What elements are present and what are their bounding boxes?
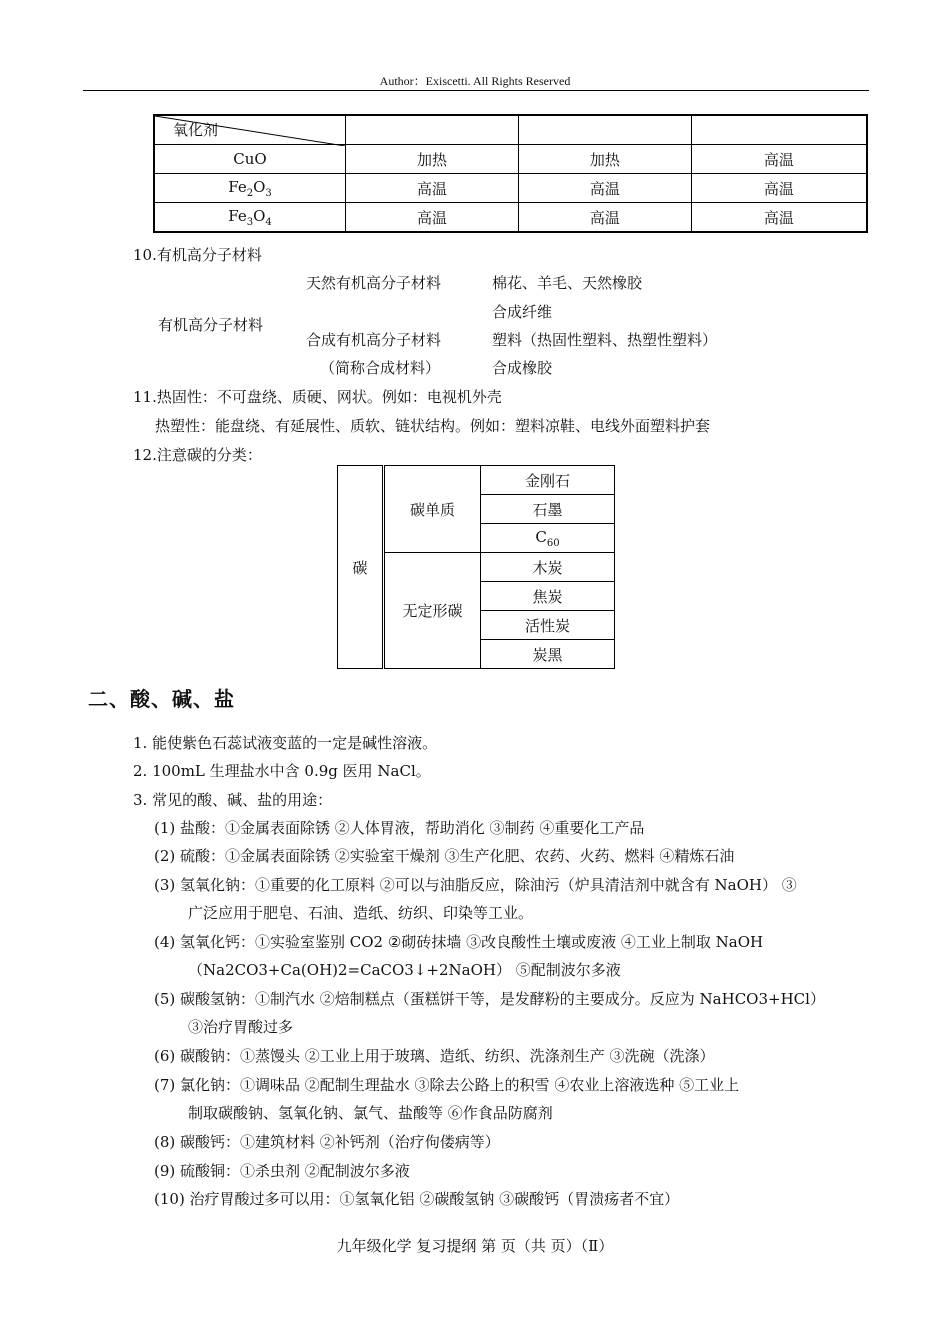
item10-synthetic-note: （简称合成材料） bbox=[320, 359, 441, 377]
table-cell bbox=[518, 115, 691, 145]
list-item-continuation: ③治疗胃酸过多 bbox=[188, 1018, 294, 1036]
row-label: $Fe_3O_4$ bbox=[154, 203, 346, 233]
list-item-continuation: （Na2CO3+Ca(OH)2=CaCO3↓+2NaOH） ⑤配制波尔多液 bbox=[188, 961, 621, 979]
table-corner-cell bbox=[154, 115, 346, 145]
list-item-continuation: 广泛应用于肥皂、石油、造纸、纺织、印染等工业。 bbox=[188, 904, 534, 922]
list-item: (4) 氢氧化钙：①实验室鉴别 CO2 ②砌砖抹墙 ③改良酸性土壤或废液 ④工业上制取 NaOH bbox=[154, 933, 764, 951]
carbon-item-cell: 焦炭 bbox=[481, 582, 615, 611]
carbon-group-cell: 无定形碳 bbox=[384, 553, 481, 669]
list-item: (1) 盐酸：①金属表面除锈 ②人体胃液，帮助消化 ③制药 ④重要化工产品 bbox=[154, 819, 645, 837]
item10-natural: 天然有机高分子材料 bbox=[306, 274, 442, 292]
table-cell bbox=[346, 115, 519, 145]
table-cell: 高温 bbox=[518, 174, 691, 203]
item12-title: 12.注意碳的分类： bbox=[133, 446, 262, 464]
table-cell: 高温 bbox=[518, 203, 691, 233]
table-cell: 高温 bbox=[346, 174, 519, 203]
list-item: (5) 碳酸氢钠：①制汽水 ②焙制糕点（蛋糕饼干等，是发酵粉的主要成分。反应为 NaHCO3+HCl） bbox=[154, 990, 825, 1008]
carbon-item-cell: 金刚石 bbox=[481, 466, 615, 495]
table-row bbox=[154, 203, 867, 233]
list-item: (7) 氯化钠：①调味品 ②配制生理盐水 ③除去公路上的积雪 ④农业上溶液选种 ⑤工业上 bbox=[154, 1076, 740, 1094]
oxidizer-table bbox=[153, 114, 868, 233]
list-item: (8) 碳酸钙：①建筑材料 ②补钙剂（治疗佝偻病等） bbox=[154, 1133, 500, 1151]
paragraph: 1. 能使紫色石蕊试液变蓝的一定是碱性溶液。 bbox=[133, 734, 438, 752]
carbon-item-cell: 炭黑 bbox=[481, 640, 615, 669]
paragraph: 2. 100mL 生理盐水中含 0.9g 医用 NaCl。 bbox=[133, 762, 431, 780]
carbon-group-cell: 碳单质 bbox=[384, 466, 481, 553]
item10-synthetic-example: 合成橡胶 bbox=[492, 359, 553, 377]
item10-natural-examples: 棉花、羊毛、天然橡胶 bbox=[492, 274, 643, 292]
carbon-table bbox=[337, 465, 615, 669]
carbon-item-cell: 石墨 bbox=[481, 495, 615, 524]
table-cell: 加热 bbox=[518, 145, 691, 174]
table-cell: 高温 bbox=[346, 203, 519, 233]
list-item-continuation: 制取碳酸钠、氢氧化钠、氯气、盐酸等 ⑥作食品防腐剂 bbox=[188, 1104, 553, 1122]
item10-title: 10.有机高分子材料 bbox=[133, 246, 262, 264]
table-cell: 高温 bbox=[691, 174, 867, 203]
table-row bbox=[338, 466, 615, 495]
table-cell: 高温 bbox=[691, 203, 867, 233]
item11-line2: 热塑性：能盘绕、有延展性、质软、链状结构。例如：塑料凉鞋、电线外面塑料护套 bbox=[155, 417, 711, 435]
header-rule bbox=[83, 90, 869, 91]
row-label: $Fe_2O_3$ bbox=[154, 174, 346, 203]
list-item: (2) 硫酸：①金属表面除锈 ②实验室干燥剂 ③生产化肥、农药、火药、燃料 ④精炼石油 bbox=[154, 847, 735, 865]
carbon-item-cell: $C_{60}$ bbox=[481, 524, 615, 553]
table-row bbox=[154, 174, 867, 203]
carbon-item-cell: 木炭 bbox=[481, 553, 615, 582]
corner-label: 氧化剂 bbox=[173, 121, 219, 139]
item10-root: 有机高分子材料 bbox=[158, 316, 264, 334]
item10-synthetic: 合成有机高分子材料 bbox=[306, 331, 442, 349]
item10-synthetic-example: 合成纤维 bbox=[492, 303, 553, 321]
table-row bbox=[154, 115, 867, 145]
list-item: (6) 碳酸钠：①蒸馒头 ②工业上用于玻璃、造纸、纺织、洗涤剂生产 ③洗碗（洗涤） bbox=[154, 1047, 715, 1065]
list-item: (10) 治疗胃酸过多可以用：①氢氧化铝 ②碳酸氢钠 ③碳酸钙（胃溃疡者不宜） bbox=[154, 1190, 680, 1208]
table-row bbox=[154, 145, 867, 174]
paragraph: 3. 常见的酸、碱、盐的用途： bbox=[133, 791, 333, 809]
page-footer: 九年级化学 复习提纲 第 页（共 页）（Ⅱ） bbox=[336, 1237, 614, 1255]
carbon-root-cell: 碳 bbox=[338, 466, 384, 669]
list-item: (9) 硫酸铜：①杀虫剂 ②配制波尔多液 bbox=[154, 1162, 410, 1180]
table-cell bbox=[691, 115, 867, 145]
carbon-item-cell: 活性炭 bbox=[481, 611, 615, 640]
list-item: (3) 氢氧化钠：①重要的化工原料 ②可以与油脂反应，除油污（炉具清洁剂中就含有 NaOH） ③ bbox=[154, 876, 797, 894]
section-title: 二、酸、碱、盐 bbox=[88, 687, 235, 711]
item10-synthetic-example: 塑料（热固性塑料、热塑性塑料） bbox=[492, 331, 718, 349]
table-cell: 加热 bbox=[346, 145, 519, 174]
row-label: CuO bbox=[154, 145, 346, 174]
table-cell: 高温 bbox=[691, 145, 867, 174]
page-header: Author：Exiscetti. All Rights Reserved bbox=[379, 74, 571, 88]
item11-line1: 11.热固性：不可盘绕、质硬、网状。例如：电视机外壳 bbox=[133, 388, 502, 406]
